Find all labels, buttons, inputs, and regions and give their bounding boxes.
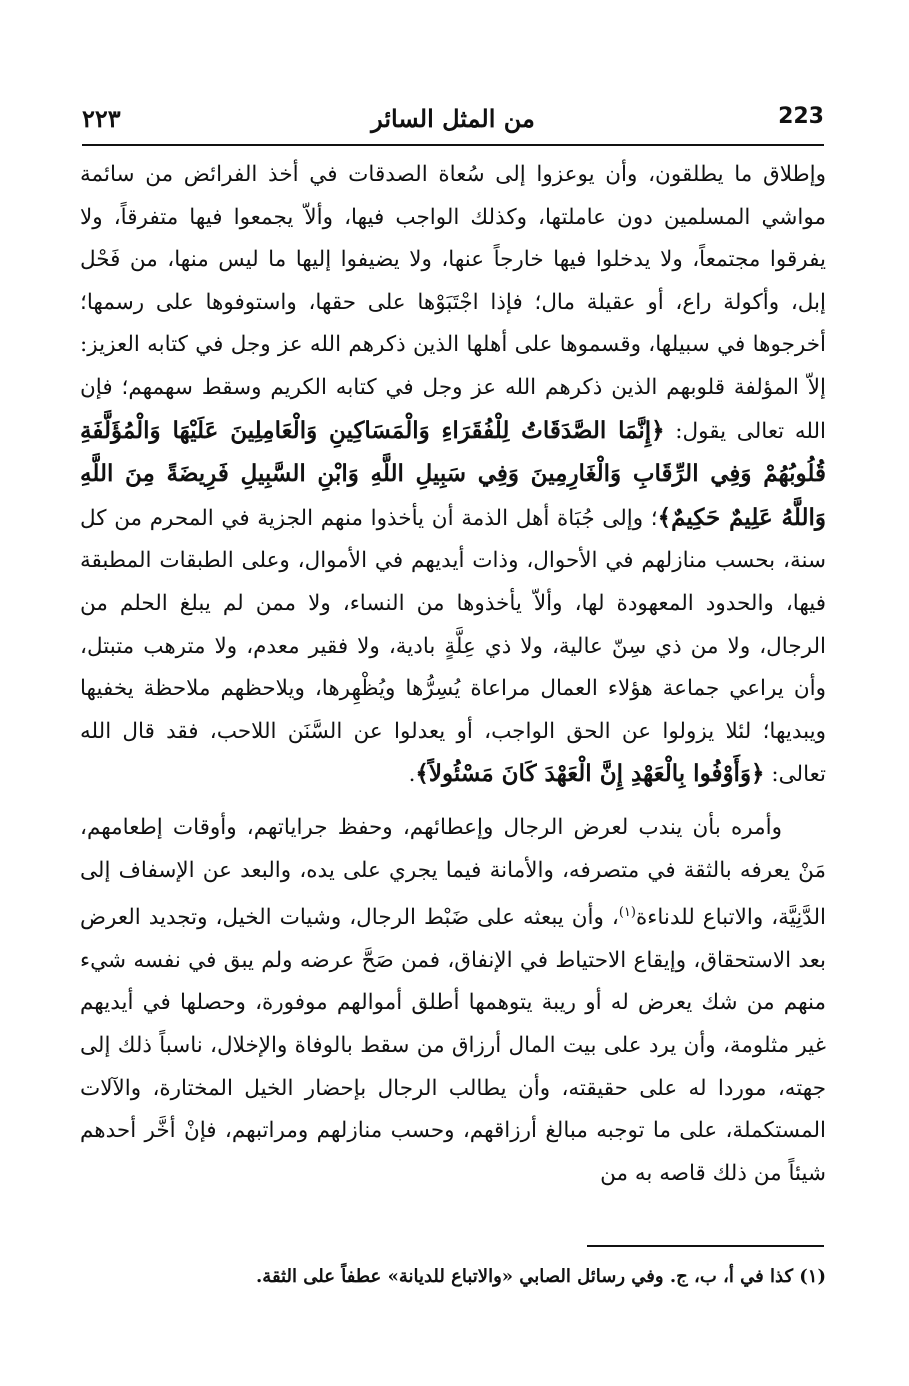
footnote-rule xyxy=(587,1245,824,1247)
header-rule xyxy=(82,144,824,146)
paragraph-2 xyxy=(80,807,826,1196)
running-title: من المثل السائر xyxy=(371,104,535,133)
footnote: (١) كذا في أ، ب، ج. وفي رسائل الصابي «والاتباع للديانة» عطفاً على الثقة. xyxy=(256,1266,826,1287)
paragraph-1-end: . xyxy=(408,762,416,788)
page-number-latin: 223 xyxy=(778,104,824,129)
paragraph-2-text-b: ، وأن يبعثه على ضَبْط الرجال، وشيات الخيل، وتجديد العرض بعد الاستحقاق، وإيقاع الاحتياط في الإنفاق، فمن صَحَّ عرضه ولم يبق في نفسه شيء منهم من شك يعرض له أو ريبة يتوهمها أطلق أموالهم موفورة، وحصلها في أيديهم غير مثلومة، وأن يرد على بيت المال أرزاق من سقط بالوفاة والإخلال، ناسباً ذلك إلى جهته، موردا له على حقيقته، وأن يطالب الرجال بإحضار الخيل المختارة، والآلات المستكملة، على ما توجبه مبالغ أرزاقهم، وحسب منازلهم ومراتبهم، فإنْ أخَّر أحدهم شيئاً من ذلك قاصه به من xyxy=(80,905,826,1186)
paragraph-2-text-a: وأمره بأن يندب لعرض الرجال وإعطائهم، وحفظ جراياتهم، وأوقات إطعامهم، مَنْ يعرفه بالثقة في متصرفه، والأمانة فيما يجري على يده، والبعد عن الإسفاف إلى الدَّنِيَّة، والاتباع للدناءة xyxy=(80,814,826,931)
quran-verse-2: ﴿وَأَوْفُوا بِالْعَهْدِ إِنَّ الْعَهْدَ كَانَ مَسْئُولاً﴾ xyxy=(415,760,765,788)
paragraph-1 xyxy=(80,154,826,797)
page-header xyxy=(82,104,824,140)
body-text xyxy=(80,154,826,1195)
page-number-arabic: ٢٢٣ xyxy=(82,104,121,133)
quran-verse-1: ﴿إِنَّمَا الصَّدَقَاتُ لِلْفُقَرَاءِ وَالْمَسَاكِينِ وَالْعَامِلِينَ عَلَيْهَا وَالْمُؤَلَّفَةِ قُلُوبُهُمْ وَفِي الرِّقَابِ وَالْغَارِمِينَ وَفِي سَبِيلِ اللَّهِ وَابْنِ السَّبِيلِ فَرِيضَةً مِنَ اللَّهِ وَاللَّهُ عَلِيمٌ حَكِيمٌ﴾ xyxy=(80,416,826,531)
footnote-reference: (١) xyxy=(618,905,636,921)
paragraph-1-text-a: وإطلاق ما يطلقون، وأن يوعزوا إلى سُعاة الصدقات في أخذ الفرائض من سائمة مواشي المسلمين دون عاملتها، وكذلك الواجب فيها، وألاّ يجمعوا فيها متفرقاً، ولا يفرقوا مجتمعاً، ولا يدخلوا فيها خارجاً عنها، ولا يضيفوا إليها ما ليس منها، من فَحْل إبل، وأكولة راع، أو عقيلة مال؛ فإذا اجْتَبَوْها على حقها، واستوفوها على رسمها؛ أخرجوها في سبيلها، وقسموها على أهلها الذين ذكرهم الله عز وجل في كتابه العزيز: إلاّ المؤلفة قلوبهم الذين ذكرهم الله عز وجل في كتابه الكريم وسقط سهمهم؛ فإن الله تعالى يقول: xyxy=(80,162,826,444)
paragraph-1-text-b: ؛ وإلى جُبَاة أهل الذمة أن يأخذوا منهم الجزية في المحرم من كل سنة، بحسب منازلهم في الأحوال، وذات أيديهم في الأموال، وعلى الطبقات المطبقة فيها، والحدود المعهودة لها، وألاّ يأخذوها من النساء، ولا ممن لم يبلغ الحلم من الرجال، ولا من ذي سِنّ عالية، ولا ذي عِلَّةٍ بادية، ولا فقير معدم، ولا مترهب متبتل، وأن يراعي جماعة هؤلاء العمال مراعاة يُسِرُّها ويُظْهِرها، ويلاحظهم ملاحظة يخفيها ويبديها؛ لئلا يزولوا عن الحق الواجب، أو يعدلوا عن السَّنَن اللاحب، فقد قال الله تعالى: xyxy=(80,505,826,788)
